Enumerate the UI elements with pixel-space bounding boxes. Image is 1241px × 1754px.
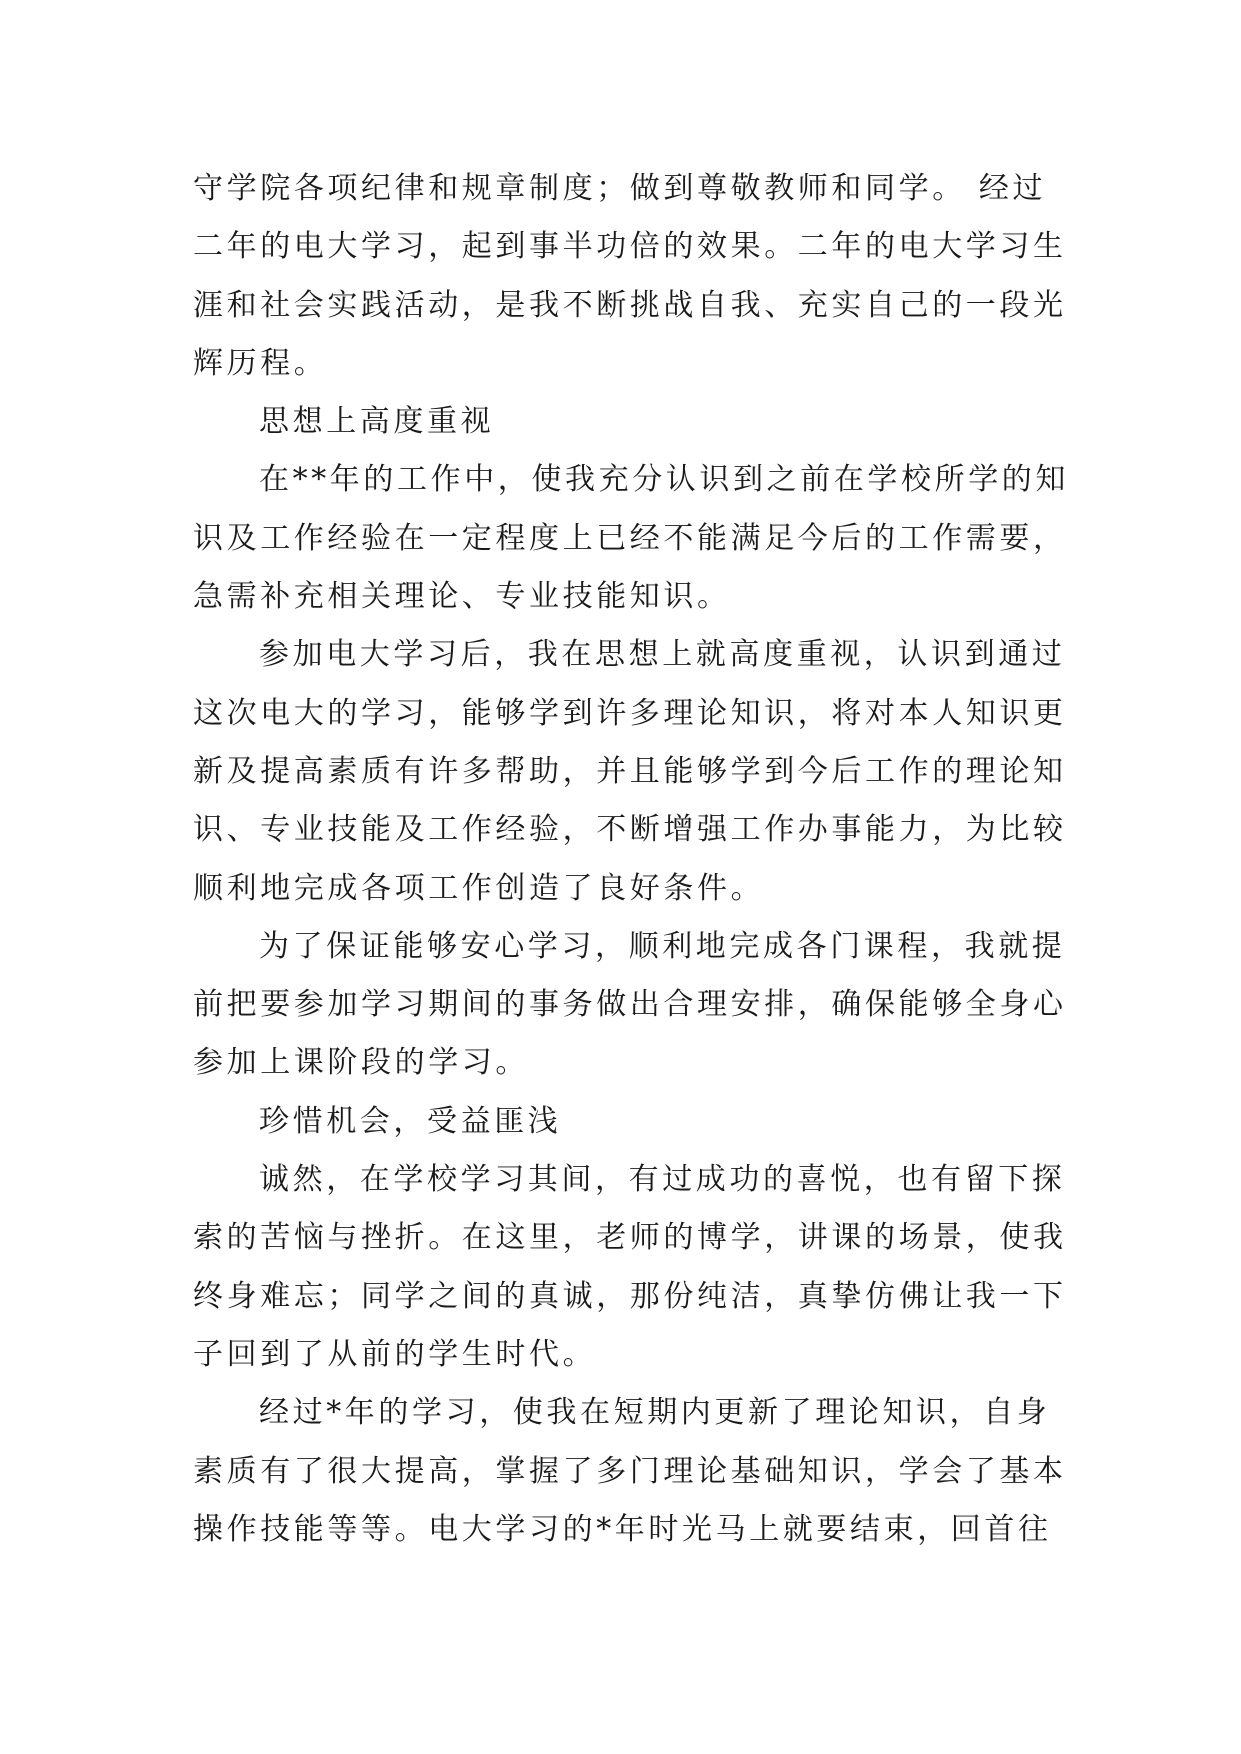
text-line: 参加电大学习后，我在思想上就高度重视，认识到通过 [259, 637, 1066, 673]
text-line: 素质有了很大提高，掌握了多门理论基础知识，学会了基本 [193, 1453, 1067, 1489]
document-body [193, 160, 1069, 1559]
text-line: 识、专业技能及工作经验，不断增强工作办事能力，为比较 [193, 812, 1067, 848]
text-line: 前把要参加学习期间的事务做出合理安排，确保能够全身心 [193, 987, 1067, 1023]
text-line: 珍惜机会，受益匪浅 [259, 1103, 562, 1139]
text-line: 顺利地完成各项工作创造了良好条件。 [193, 870, 765, 906]
text-line: 为了保证能够安心学习，顺利地完成各门课程，我就提 [259, 928, 1066, 964]
text-line: 经过*年的学习，使我在短期内更新了理论知识，自身 [259, 1395, 1051, 1431]
text-line: 辉历程。 [193, 345, 328, 381]
text-line: 涯和社会实践活动，是我不断挑战自我、充实自己的一段光 [193, 287, 1067, 323]
text-line: 诚然，在学校学习其间，有过成功的喜悦，也有留下探 [259, 1162, 1066, 1198]
text-line: 新及提高素质有许多帮助，并且能够学到今后工作的理论知 [193, 753, 1067, 789]
text-line: 守学院各项纪律和规章制度；做到尊敬教师和同学。 经过 [193, 171, 1047, 206]
text-line: 二年的电大学习，起到事半功倍的效果。二年的电大学习生 [193, 229, 1067, 265]
text-line: 索的苦恼与挫折。在这里，老师的博学，讲课的场景，使我 [193, 1220, 1067, 1256]
text-line: 在**年的工作中，使我充分认识到之前在学校所学的知 [259, 462, 1069, 498]
text-line: 操作技能等等。电大学习的*年时光马上就要结束，回首往 [193, 1511, 1052, 1547]
text-line: 子回到了从前的学生时代。 [193, 1336, 597, 1372]
text-line: 急需补充相关理论、专业技能知识。 [193, 579, 731, 615]
text-line: 思想上高度重视 [259, 404, 495, 440]
text-line: 这次电大的学习，能够学到许多理论知识，将对本人知识更 [193, 695, 1067, 731]
text-line: 终身难忘；同学之间的真诚，那份纯洁，真挚仿佛让我一下 [193, 1278, 1067, 1314]
text-line: 识及工作经验在一定程度上已经不能满足今后的工作需要， [193, 520, 1067, 556]
text-line: 参加上课阶段的学习。 [193, 1045, 529, 1081]
